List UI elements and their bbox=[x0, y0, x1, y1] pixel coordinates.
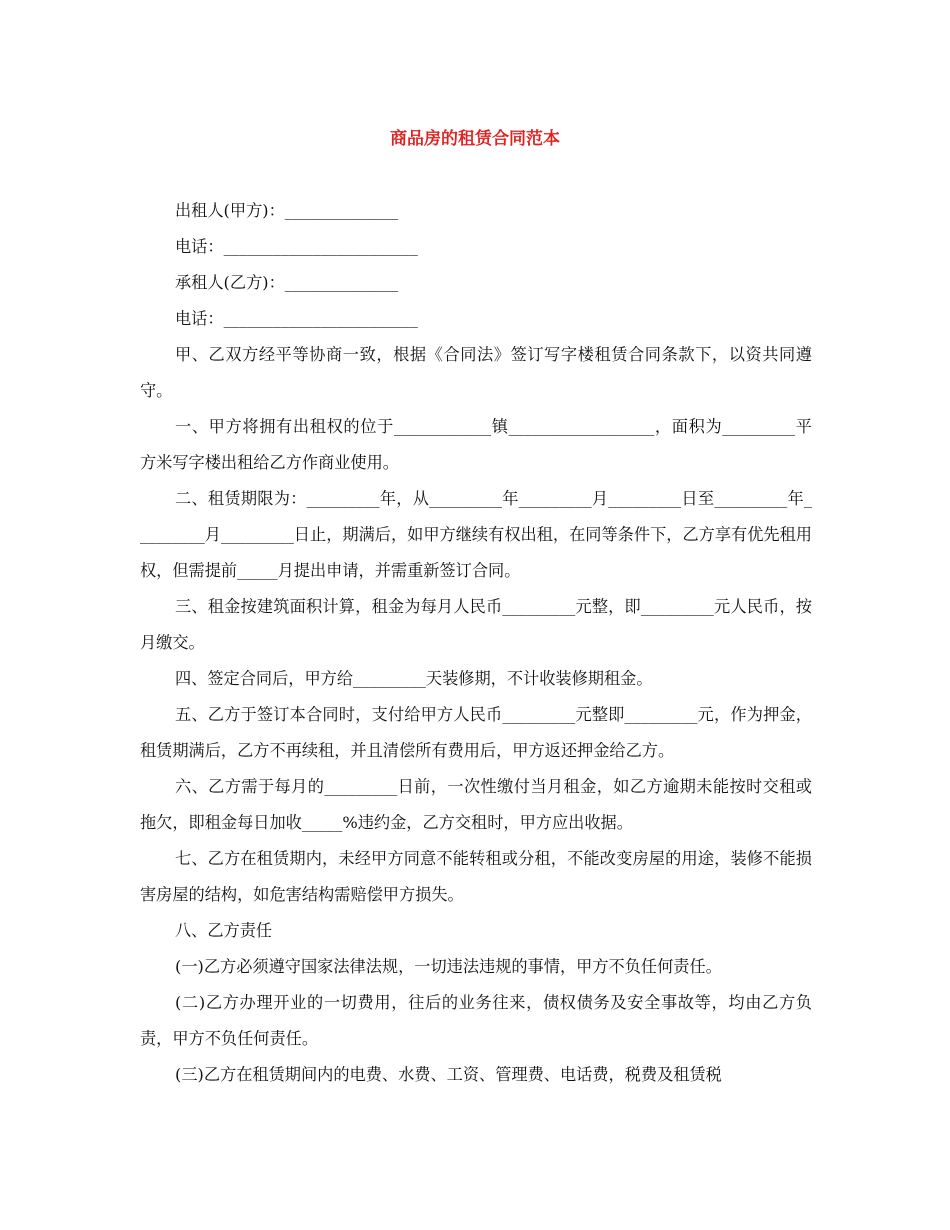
clause-8-item-3: (三)乙方在租赁期间内的电费、水费、工资、管理费、电话费，税费及租赁税 bbox=[175, 1065, 722, 1084]
clause-2-paragraph: 二、租赁期限为：_________年，从_________年_________月_________日至_________年_________月_________日止，期满后，如甲方继续有权出租，在同等条件下，乙方享有优先租用权，但需提前_____月提出申请，并需重新签订合同。 bbox=[140, 489, 812, 580]
lessee-field bbox=[140, 265, 812, 301]
lessee-phone-label: 电话： bbox=[175, 309, 224, 328]
lessor-field bbox=[140, 193, 812, 229]
lessee-blank: ______________ bbox=[284, 273, 399, 292]
clause-5-paragraph: 五、乙方于签订本合同时，支付给甲方人民币_________元整即_________元，作为押金，租赁期满后，乙方不再续租，并且清偿所有费用后，甲方返还押金给乙方。 bbox=[140, 705, 812, 760]
lessor-phone-blank: ________________________ bbox=[223, 237, 418, 256]
lessee-phone-blank: ________________________ bbox=[223, 309, 418, 328]
lessee-phone-field bbox=[140, 301, 812, 337]
lessee-label: 承租人(乙方)： bbox=[175, 273, 285, 292]
lessor-phone-field bbox=[140, 229, 812, 265]
clause-7-paragraph: 七、乙方在租赁期内，未经甲方同意不能转租或分租，不能改变房屋的用途，装修不能损害房屋的结构，如危害结构需赔偿甲方损失。 bbox=[140, 849, 812, 904]
clause-8-heading: 八、乙方责任 bbox=[175, 921, 273, 940]
clause-4-paragraph: 四、签定合同后，甲方给_________天装修期，不计收装修期租金。 bbox=[175, 669, 653, 688]
clause-6-paragraph: 六、乙方需于每月的_________日前，一次性缴付当月租金，如乙方逾期未能按时交租或拖欠，即租金每日加收_____%违约金，乙方交租时，甲方应出收据。 bbox=[140, 777, 812, 832]
clause-8-item-1: (一)乙方必须遵守国家法律法规，一切违法违规的事情，甲方不负任何责任。 bbox=[175, 957, 722, 976]
preamble-paragraph: 甲、乙双方经平等协商一致，根据《合同法》签订写字楼租赁合同条款下，以资共同遵守。 bbox=[140, 345, 812, 400]
clause-8-item-2: (二)乙方办理开业的一切费用，往后的业务往来，债权债务及安全事故等，均由乙方负责，甲方不负任何责任。 bbox=[140, 993, 812, 1048]
lessor-label: 出租人(甲方)： bbox=[175, 201, 285, 220]
lessor-phone-label: 电话： bbox=[175, 237, 224, 256]
clause-3-paragraph: 三、租金按建筑面积计算，租金为每月人民币_________元整，即_________元人民币，按月缴交。 bbox=[140, 597, 812, 652]
clause-1-paragraph: 一、甲方将拥有出租权的位于____________镇__________________，面积为_________平方米写字楼出租给乙方作商业使用。 bbox=[140, 417, 812, 472]
lessor-blank: ______________ bbox=[284, 201, 399, 220]
document-body bbox=[140, 193, 812, 1093]
document-title: 商品房的租赁合同范本 bbox=[390, 129, 560, 149]
